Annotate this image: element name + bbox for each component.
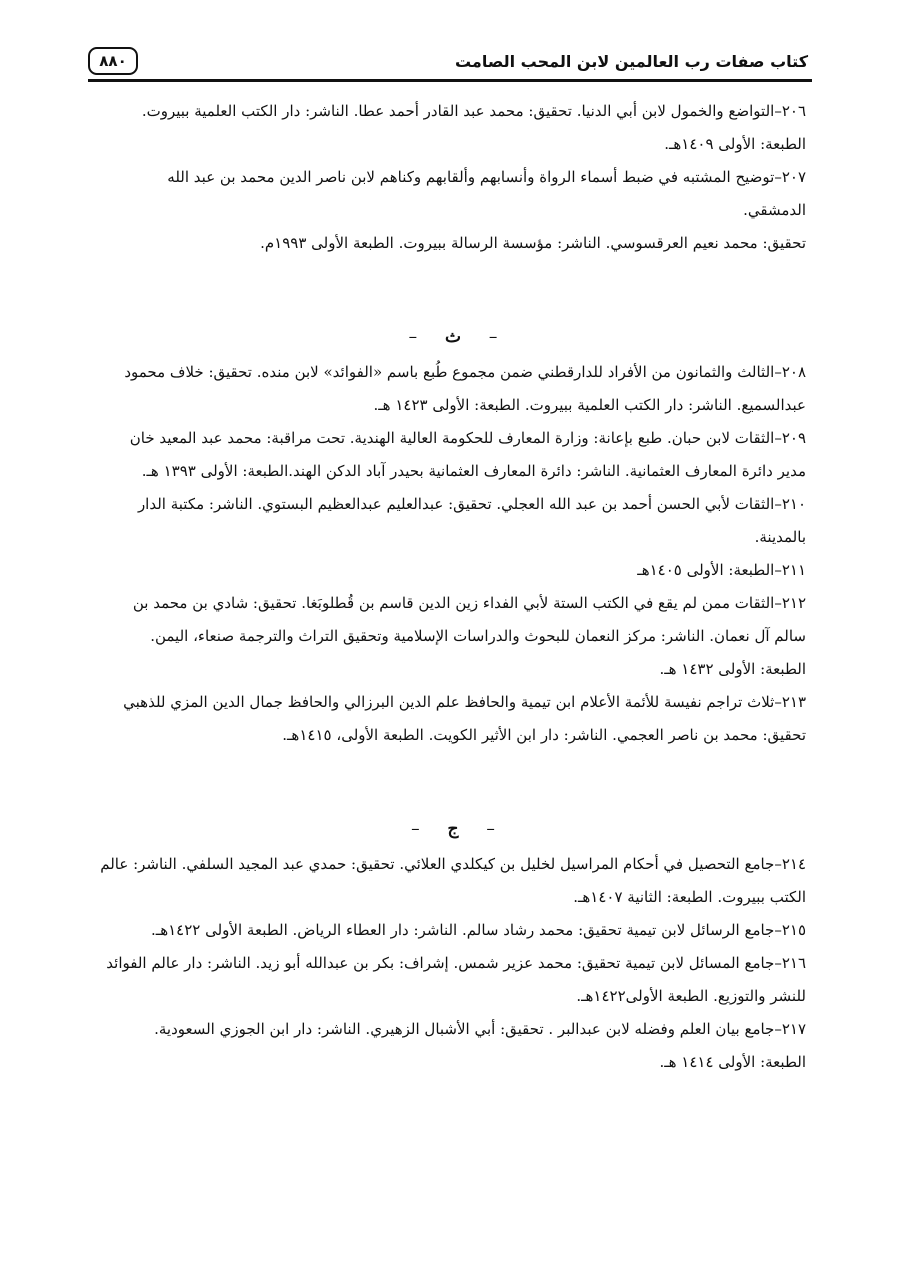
page-header [88, 42, 808, 80]
entry-208: ٢٠٨–الثالث والثمانون من الأفراد للدارقطني ضمن مجموع طُبع باسم «الفوائد» لابن منده. تحقيق: خلاف محمود عبدالسميع. الناشر: دار الكتب العلمية ببيروت. الطبعة: الأولى ١٤٢٣ هـ. [124, 363, 806, 414]
entry-213: ٢١٣–ثلاث تراجم نفيسة للأئمة الأعلام ابن تيمية والحافظ علم الدين البرزالي والحافظ جمال الدين المزي للذهبي [123, 693, 806, 711]
entry-207: ٢٠٧–توضيح المشتبه في ضبط أسماء الرواة وأنسابهم وألقابهم وكناهم لابن ناصر الدين محمد بن عبد الله الدمشقي. [167, 168, 806, 219]
section-dash-left: – [411, 819, 420, 839]
header-divider [88, 79, 812, 82]
bibliography-content [100, 95, 806, 1079]
section-heading-jim [100, 814, 806, 844]
section-letter-tha: ث [444, 327, 461, 347]
entry-216: ٢١٦–جامع المسائل لابن تيمية تحقيق: محمد عزير شمس. إشراف: بكر بن عبدالله أبو زيد. الناشر: دار عالم الفوائد للنشر والتوزيع. الطبعة الأولى١٤٢٢هـ. [106, 954, 806, 1005]
entry-213-details: تحقيق: محمد بن ناصر العجمي. الناشر: دار ابن الأثير الكويت. الطبعة الأولى، ١٤١٥هـ. [282, 726, 806, 744]
entry-212: ٢١٢–الثقات ممن لم يقع في الكتب الستة لأبي الفداء زين الدين قاسم بن قُطلوبَغا. تحقيق: شادي بن محمد بن سالم آل نعمان. الناشر: مركز النعمان للبحوث والدراسات الإسلامية وتحقيق التراث والترجمة صنعاء، اليمن. الطبعة: الأولى ١٤٣٢ هـ. [132, 594, 806, 678]
book-title: كتاب صفات رب العالمين لابن المحب الصامت [454, 51, 808, 71]
entry-217: ٢١٧–جامع بيان العلم وفضله لابن عبدالبر . تحقيق: أبي الأشبال الزهيري. الناشر: دار ابن الجوزي السعودية. [154, 1020, 806, 1038]
entry-206-edition: الطبعة: الأولى ١٤٠٩هـ. [664, 135, 806, 153]
section-spacer [100, 752, 806, 800]
section-heading-tha [100, 322, 806, 352]
page-number: ٨٨٠ [88, 47, 138, 75]
entry-210: ٢١٠–الثقات لأبي الحسن أحمد بن عبد الله العجلي. تحقيق: عبدالعليم عبدالعظيم البستوي. الناشر: مكتبة الدار بالمدينة. [137, 495, 806, 546]
entry-211: ٢١١–الطبعة: الأولى ١٤٠٥هـ [637, 561, 806, 579]
entry-207-details: تحقيق: محمد نعيم العرقسوسي. الناشر: مؤسسة الرسالة ببيروت. الطبعة الأولى ١٩٩٣م. [260, 234, 806, 252]
entry-217-edition: الطبعة: الأولى ١٤١٤ هـ. [659, 1053, 806, 1071]
section-spacer [100, 260, 806, 308]
section-dash-right: – [486, 819, 495, 839]
entry-209: ٢٠٩–الثقات لابن حبان. طبع بإعانة: وزارة المعارف للحكومة العالية الهندية. تحت مراقبة: محمد عبد المعيد خان مدير دائرة المعارف العثمانية. الناشر: دائرة المعارف العثمانية بحيدر آباد الدكن الهند.الطبعة: الأولى ١٣٩٣ هـ. [129, 429, 806, 480]
section-dash-right: – [488, 327, 498, 347]
entry-206: ٢٠٦–التواضع والخمول لابن أبي الدنيا. تحقيق: محمد عبد القادر أحمد عطا. الناشر: دار الكتب العلمية ببيروت. [141, 102, 806, 120]
entry-215: ٢١٥–جامع الرسائل لابن تيمية تحقيق: محمد رشاد سالم. الناشر: دار العطاء الرياض. الطبعة الأولى ١٤٢٢هـ. [151, 921, 806, 939]
entry-214: ٢١٤–جامع التحصيل في أحكام المراسيل لخليل بن كيكلدي العلائي. تحقيق: حمدي عبد المجيد السلفي. الناشر: عالم الكتب ببيروت. الطبعة: الثانية ١٤٠٧هـ. [100, 855, 806, 906]
section-letter-jim: ج [447, 819, 459, 839]
section-dash-left: – [408, 327, 418, 347]
